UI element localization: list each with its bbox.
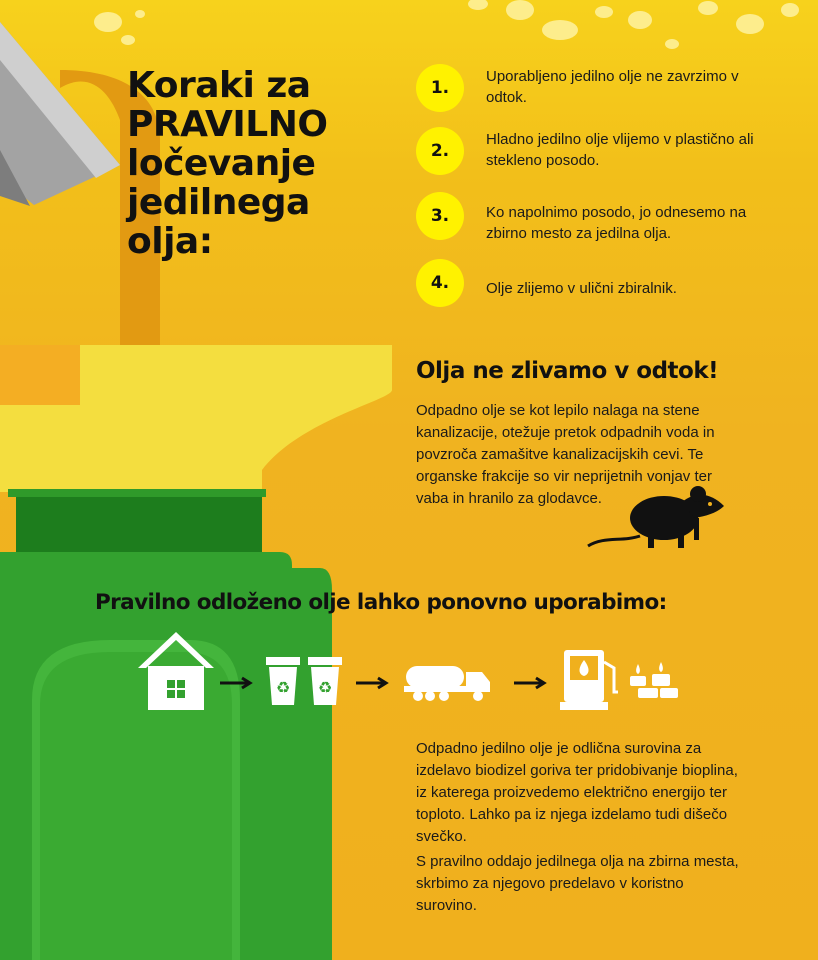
recycling-bin-icon [264, 655, 348, 707]
arrow-icon [356, 676, 392, 690]
reuse-title: Pravilno odloženo olje lahko ponovno uporabimo: [95, 590, 667, 615]
tanker-truck-icon [402, 660, 494, 702]
reuse-paragraph: Odpadno jedilno olje je odlična surovina za izdelavo biodizel goriva ter pridobivanje bioplina, iz katerega proizvedemo električno energijo ter toploto. Lahko pa iz njega izdelamo tudi dišečo svečko. [416, 740, 738, 845]
warning-title: Olja ne zlivamo v odtok! [416, 358, 719, 384]
title-line: Koraki za [127, 65, 311, 106]
fuel-pump-icon [560, 648, 622, 712]
page-title [127, 66, 427, 261]
step-number: 3. [416, 192, 464, 240]
title-line: jedilnega [127, 182, 310, 223]
title-line: ločevanje [127, 143, 316, 184]
step-number: 4. [416, 259, 464, 307]
step-text: Olje zlijemo v ulični zbiralnik. [486, 280, 677, 297]
rat-icon [582, 472, 732, 554]
svg-text:♻: ♻ [275, 678, 291, 697]
step-text: Hladno jedilno olje vlijemo v plastično ali stekleno posodo. [486, 131, 754, 169]
bin-rim [8, 489, 266, 497]
title-line: olja: [127, 221, 213, 262]
candles-icon [626, 660, 680, 700]
step-text: Ko napolnimo posodo, jo odnesemo na zbirno mesto za jedilna olja. [486, 204, 747, 242]
step-number: 2. [416, 127, 464, 175]
step-number: 1. [416, 64, 464, 112]
reuse-paragraph: S pravilno oddajo jedilnega olja na zbirna mesta, skrbimo za njegovo predelavo v koristno surovino. [416, 853, 739, 914]
warning-text: Odpadno olje se kot lepilo nalaga na stene kanalizacije, otežuje pretok odpadnih voda in povzroča zamašitve kanalizacijskih cevi. Te organske frakcije so vir neprijetnih vonjav ter vaba in hranilo za glodavce. [416, 402, 715, 507]
step-text: Uporabljeno jedilno olje ne zavrzimo v odtok. [486, 68, 739, 106]
oil-bubbles [94, 0, 799, 49]
svg-text:♻: ♻ [317, 678, 333, 697]
arrow-icon [514, 676, 550, 690]
title-line: PRAVILNO [127, 104, 328, 145]
arrow-icon [220, 676, 256, 690]
house-icon [136, 630, 216, 712]
